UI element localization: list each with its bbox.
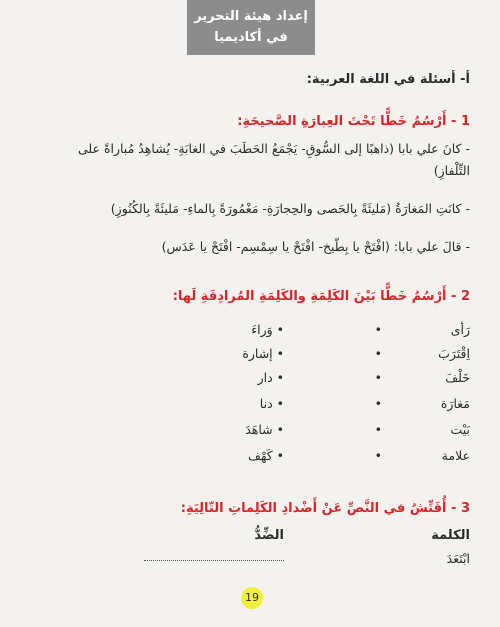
match-dot[interactable]: • xyxy=(374,322,382,337)
match-right-word: • إشارة xyxy=(242,346,284,361)
match-right-word: • دار xyxy=(257,370,284,385)
q1-line-1: - كانَ علي بابا (ذاهبًا إلى السُّوقِ- يَجْمَعُ الحَطَبَ في الغابَةِ- يُشاهِدُ مُباراةً على xyxy=(77,141,470,156)
column-header-opposite: الضِّدُّ xyxy=(254,528,284,543)
match-left-word: اِقْتَرَبَ xyxy=(438,346,470,361)
match-dot[interactable]: • xyxy=(374,396,382,411)
match-row xyxy=(0,322,500,342)
match-row xyxy=(0,346,500,366)
match-right-word: • كَهْف xyxy=(248,448,284,463)
header-box xyxy=(187,0,315,55)
match-dot[interactable]: • xyxy=(374,448,382,463)
match-row xyxy=(0,396,500,416)
q1-line-3: - كانَتِ المَغارَةُ (مَليئَةً بِالحَصى والحِجارَةِ- مَغْمُورَةً بِالماءِ- مَليئَةً بِالكُنُوزِ) xyxy=(110,201,470,216)
match-dot[interactable]: • xyxy=(374,422,382,437)
header-line-2: في أكاديميا xyxy=(214,30,288,45)
match-left-word: خَلْفَ xyxy=(445,370,470,385)
match-left-word: رَأى xyxy=(450,322,470,337)
q3-first-word: ابْتَعَدَ xyxy=(446,551,470,566)
match-left-word: بَيْت xyxy=(450,422,470,437)
match-row xyxy=(0,370,500,390)
match-dot[interactable]: • xyxy=(374,370,382,385)
page-number: 19 xyxy=(241,587,263,609)
column-header-word: الكلمة xyxy=(431,528,470,543)
question-3-title: 3 - أُفَتِّشُ في النَّصِّ عَنْ أَضْدادِ الكَلِماتِ التّالِيَةِ: xyxy=(180,501,470,516)
answer-line[interactable] xyxy=(144,560,284,561)
section-title: أ- أسئلة في اللغة العربية: xyxy=(306,72,470,87)
q1-line-2: التِّلْفازِ) xyxy=(433,163,470,178)
match-right-word: • دنا xyxy=(259,396,284,411)
match-right-word: • شاهَدَ xyxy=(245,422,284,437)
match-left-word: مَغارَة xyxy=(440,396,470,411)
match-right-word: • وَراءَ xyxy=(251,322,284,337)
match-dot[interactable]: • xyxy=(374,346,382,361)
header-line-1: إعداد هيئة التحرير xyxy=(194,9,308,24)
match-left-word: علامة xyxy=(441,448,470,463)
question-1-title: 1 - أَرْسُمُ خَطًّا تَحْتَ العِبارَةِ الصَّحيحَةِ: xyxy=(237,114,470,129)
match-row xyxy=(0,448,500,468)
q1-line-4: - قالَ علي بابا: (افْتَحْ يا بِطّيخ- افْتَحْ يا سِمْسِم- افْتَحْ يا عَدَس) xyxy=(161,239,470,254)
question-2-title: 2 - أَرْسُمُ خَطًّا بَيْنَ الكَلِمَةِ والكَلِمَةِ المُرادِفَةِ لَها: xyxy=(172,289,470,304)
match-row xyxy=(0,422,500,442)
